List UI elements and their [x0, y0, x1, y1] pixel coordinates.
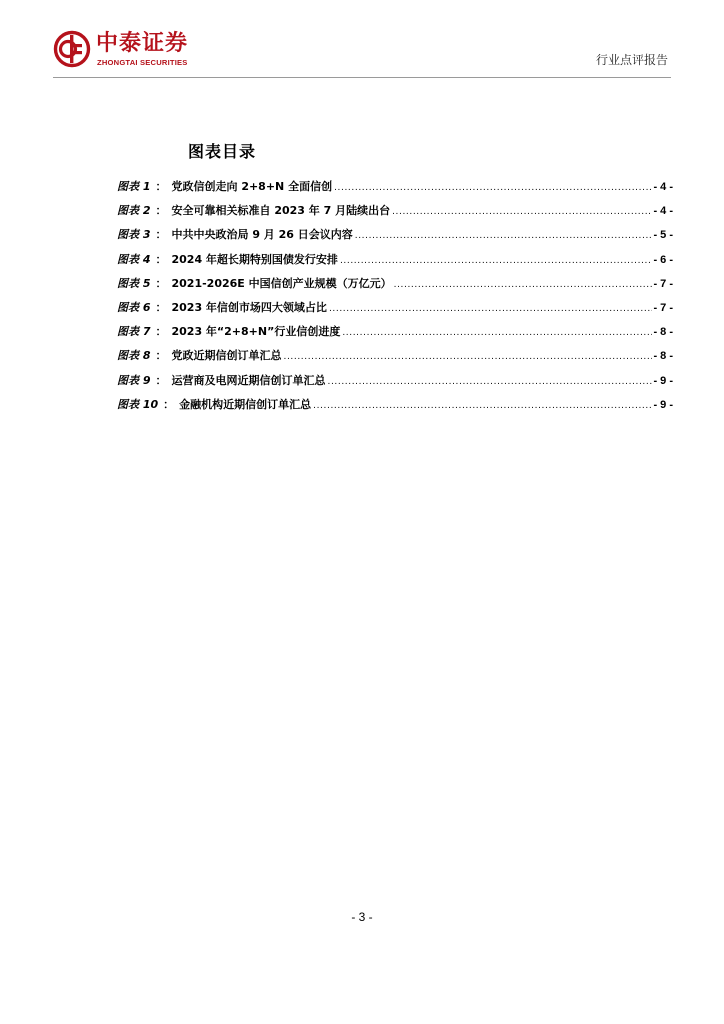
toc-entry-label: 图表 4 — [117, 252, 151, 266]
toc-entry-label: 图表 2 — [117, 204, 151, 218]
toc-entry[interactable] — [117, 178, 673, 202]
company-logo — [53, 28, 243, 72]
toc-entry-label: 图表 3 — [117, 228, 151, 242]
toc-entry-title: 2024 年超长期特别国债发行安排 — [171, 252, 338, 266]
toc-entry-separator: ： — [155, 228, 167, 242]
toc-entry-label: 图表 9 — [117, 373, 151, 387]
toc-entry[interactable] — [117, 251, 673, 275]
toc-entry[interactable] — [117, 323, 673, 347]
toc-dot-leader — [334, 180, 652, 197]
header-divider — [53, 77, 671, 78]
toc-entry-separator: ： — [155, 276, 167, 290]
toc-dot-leader — [327, 374, 652, 391]
toc-entry-title: 安全可靠相关标准自 2023 年 7 月陆续出台 — [171, 204, 391, 218]
toc-entry-label: 图表 5 — [117, 276, 151, 290]
report-type-label: 行业点评报告 — [595, 53, 668, 67]
toc-entry-title: 金融机构近期信创订单汇总 — [179, 397, 312, 411]
toc-entry-separator: ： — [163, 397, 175, 411]
toc-entry[interactable] — [117, 396, 673, 420]
toc-entry-separator: ： — [155, 180, 167, 193]
toc-entry-label: 图表 6 — [117, 300, 151, 314]
toc-dot-leader — [394, 277, 653, 294]
toc-entry-separator: ： — [155, 325, 167, 339]
figure-toc-list — [117, 178, 673, 420]
toc-entry-separator: ： — [155, 300, 167, 314]
toc-entry-page: - 5 - — [653, 229, 673, 242]
toc-entry-label: 图表 7 — [117, 325, 151, 339]
toc-entry[interactable] — [117, 275, 673, 299]
toc-entry-page: - 7 - — [653, 301, 673, 314]
toc-entry-page: - 7 - — [653, 277, 673, 290]
toc-entry[interactable] — [117, 299, 673, 323]
toc-entry-separator: ： — [155, 349, 167, 363]
toc-entry-separator: ： — [155, 204, 167, 218]
toc-entry-page: - 4 - — [653, 205, 673, 218]
toc-entry-page: - 8 - — [653, 326, 673, 339]
logo-chinese-name: 中泰证券 — [96, 31, 189, 56]
toc-dot-leader — [340, 253, 653, 270]
toc-entry-title: 党政近期信创订单汇总 — [171, 349, 282, 363]
toc-dot-leader — [342, 325, 652, 342]
page-number: - 3 - — [351, 910, 373, 924]
toc-entry-separator: ： — [155, 373, 167, 387]
toc-dot-leader — [283, 349, 652, 366]
toc-dot-leader — [392, 204, 652, 221]
toc-entry-label: 图表 8 — [117, 349, 151, 363]
toc-entry-title: 党政信创走向 2+8+N 全面信创 — [171, 180, 333, 193]
toc-entry[interactable] — [117, 347, 673, 371]
page-header — [0, 0, 724, 80]
toc-dot-leader — [329, 301, 653, 318]
toc-entry-page: - 8 - — [653, 350, 673, 363]
toc-entry-title: 2023 年“2+8+N”行业信创进度 — [171, 325, 341, 339]
toc-entry-title: 2021-2026E 中国信创产业规模（万亿元） — [171, 276, 392, 290]
toc-entry-page: - 6 - — [653, 253, 673, 266]
toc-entry-label: 图表 1 — [117, 180, 151, 193]
toc-entry[interactable] — [117, 202, 673, 226]
toc-entry-label: 图表 10 — [117, 397, 159, 411]
toc-entry-page: - 4 - — [653, 181, 673, 193]
toc-dot-leader — [355, 228, 653, 245]
toc-entry-title: 中共中央政治局 9 月 26 日会议内容 — [171, 228, 353, 242]
toc-entry-title: 运营商及电网近期信创订单汇总 — [171, 373, 326, 387]
toc-entry[interactable] — [117, 226, 673, 250]
toc-entry[interactable] — [117, 372, 673, 396]
logo-english-name: ZHONGTAI SECURITIES — [97, 58, 188, 67]
toc-entry-title: 2023 年信创市场四大领域占比 — [171, 300, 327, 314]
zhongtai-logo-icon — [53, 28, 93, 72]
toc-dot-leader — [313, 398, 652, 415]
toc-entry-page: - 9 - — [653, 398, 673, 411]
toc-entry-page: - 9 - — [653, 374, 673, 387]
toc-entry-separator: ： — [155, 252, 167, 266]
toc-title: 图表目录 — [188, 142, 257, 161]
